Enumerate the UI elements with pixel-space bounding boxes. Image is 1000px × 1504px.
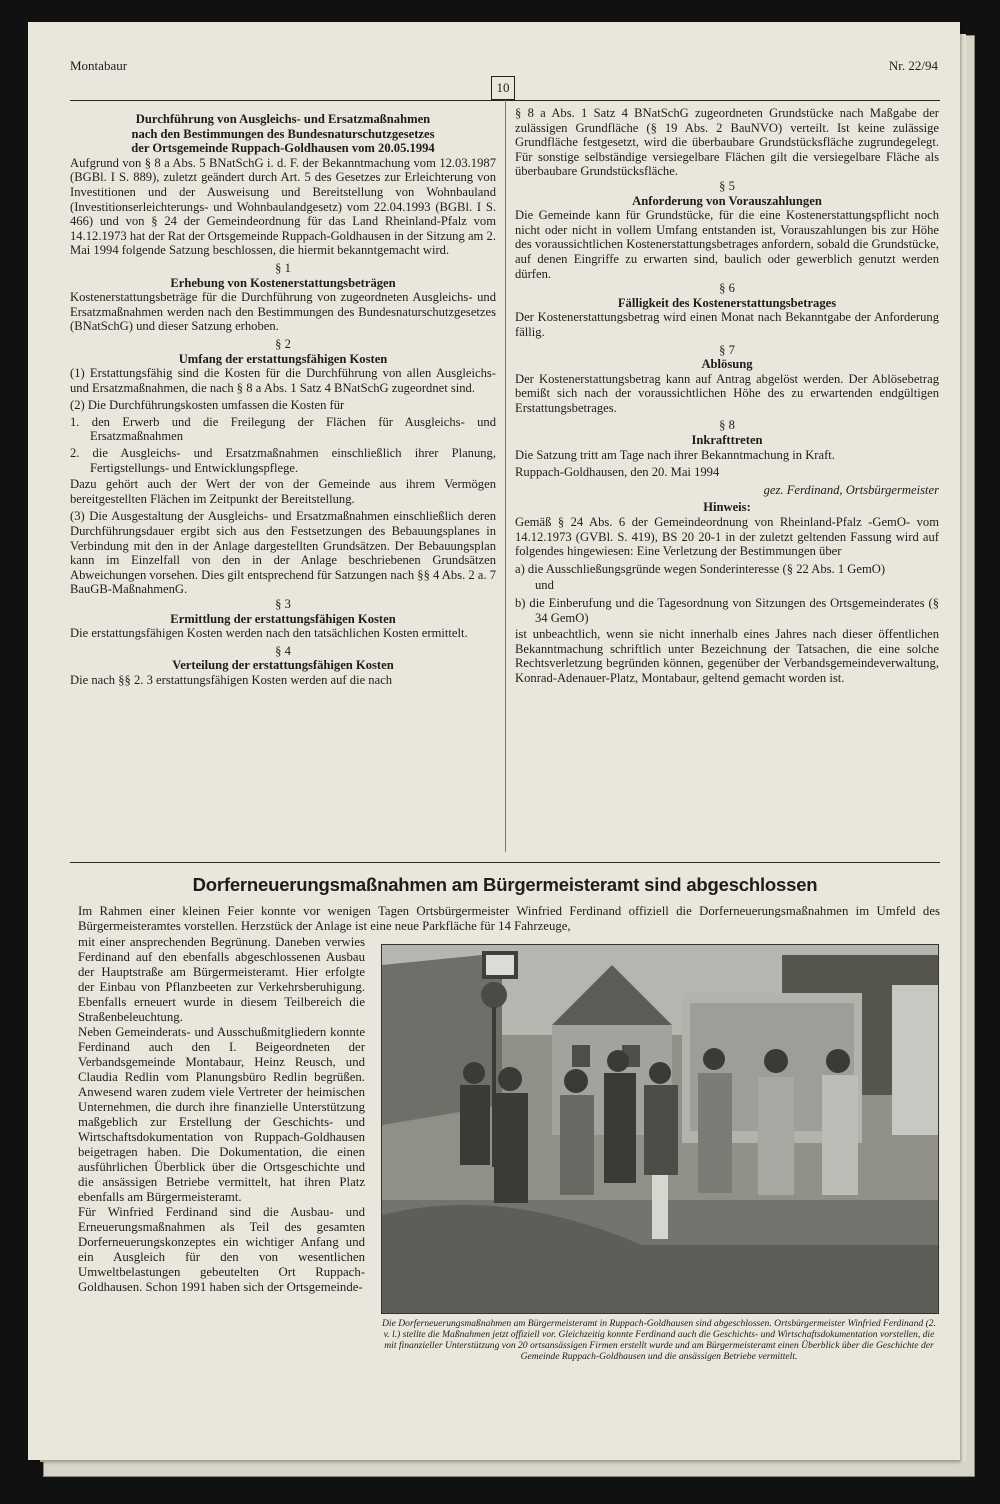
section-2-para-2: (2) Die Durchführungskosten umfassen die Kosten für — [70, 398, 345, 413]
photo-caption: Die Dorferneuerungsmaßnahmen am Bürgermeisteramt in Ruppach-Goldhausen sind abgeschlossen. Ortsbürgermeister Winfried Ferdinand (2. v. l.) stellte die Maßnahmen jetzt offiziell vor. Gleichzeitig konnte Ferdinand auch die Geschichts- und Wirtschaftsdokumentation vorstellen, die mit finanzieller Unterstützung von 20 ortsansässigen Firmen erstellt wurde und am Bürgermeisteramt einen Überblick über die Geschichte der Gemeinde Ruppach-Goldhausen und die ansässigen Betriebe vermittelt. — [382, 1318, 936, 1362]
issue-number: Nr. 22/94 — [888, 58, 938, 73]
section-1-number: § 1 — [275, 260, 291, 275]
section-8-title: Inkrafttreten — [691, 433, 763, 448]
section-3-text: Die erstattungsfähigen Kosten werden nach den tatsächlichen Kosten ermittelt. — [70, 626, 468, 641]
section-4-number: § 4 — [275, 643, 291, 658]
notice-item-a: a) die Ausschließungsgründe wegen Sonderinteresse (§ 22 Abs. 1 GemO) — [515, 561, 886, 576]
statute-title-line-3: der Ortsgemeinde Ruppach-Goldhausen vom 20.05.1994 — [131, 141, 435, 156]
article-headline: Dorferneuerungsmaßnahmen am Bürgermeisteramt sind abgeschlossen — [192, 874, 818, 895]
section-2-title: Umfang der erstattungsfähigen Kosten — [178, 351, 388, 366]
section-4-title: Verteilung der erstattungsfähigen Kosten — [172, 658, 394, 673]
page-number: 10 — [491, 76, 515, 100]
section-3-title: Ermittlung der erstattungsfähigen Kosten — [170, 611, 396, 626]
section-2-item-1: 1. den Erwerb und die Freilegung der Flächen für Ausgleichs- und Ersatzmaßnahmen — [70, 414, 496, 444]
section-1-text: Kostenerstattungsbeträge für die Durchführung von zugeordneten Ausgleichs- und Ersatzmaßnahmen werden nach den Bestimmungen des Bundesnaturschutzgesetzes (BNatSchG) und dieser Satzung erhoben. — [70, 290, 496, 334]
section-4-continuation: § 8 a Abs. 1 Satz 4 BNatSchG zugeordneten Grundstücke nach Maßgabe der zulässigen Grundfläche (§ 19 Abs. 2 BauNVO) verteilt. Ist keine zulässige Grundfläche festgesetzt, wird die überbaubare Grundstücksfläche zugrundegelegt. Für sonstige selbständige versiegelbare Flächen gilt die versiegelbare Fläche als überbaubare Grundstücksfläche. — [515, 106, 939, 179]
section-6-text: Der Kostenerstattungsbetrag wird einen Monat nach Bekanntgabe der Anforderung fällig. — [515, 310, 939, 339]
section-7-number: § 7 — [719, 342, 735, 357]
article-body — [78, 935, 365, 1295]
article-para-1: mit einer ansprechenden Begrünung. Daneben verwies Ferdinand auf den ebenfalls abgeschlossenen Ausbau der Hauptstraße am Bürgermeisteramt. Hier erfolgte der Einbau von Pflanzbeeten zur Verkehrsberuhigung. Ebenfalls erneuert wurde in diesem Teilbereich die Straßenbeleuchtung. — [78, 935, 365, 1024]
section-8-text: Die Satzung tritt am Tage nach ihrer Bekanntmachung in Kraft. — [515, 447, 835, 462]
section-4-text: Die nach §§ 2. 3 erstattungsfähigen Kosten werden auf die nach — [70, 672, 393, 687]
notice-and: und — [535, 578, 554, 593]
article-lead: Im Rahmen einer kleinen Feier konnte vor wenigen Tagen Ortsbürgermeister Winfried Ferdinand offiziell die Dorferneuerungsmaßnahmen im Umfeld des Bürgermeisteramtes vorstellen. Herzstück der Anlage ist eine neue Parkfläche für 14 Fahrzeuge, — [78, 904, 940, 933]
group-photo-illustration — [382, 945, 938, 1313]
section-2-para-4: (3) Die Ausgestaltung der Ausgleichs- und Ersatzmaßnahmen einschließlich deren Durchführungsdauer ergibt sich aus den Festsetzungen des Bebauungsplanes in Verbindung mit den in der Anlage dargestellten Grundsätzen. Der Bebauungsplan kann im Einzelfall von den in der Anlage beschriebenen Grundsätzen Abweichungen vorsehen. Dies gilt entsprechend für Satzungen nach §§ 4 Abs. 2 a. 7 BauGB-MaßnahmenG. — [70, 509, 496, 597]
article-para-2: Neben Gemeinderats- und Ausschußmitgliedern konnte Ferdinand auch den I. Beigeordneten der Verbandsgemeinde Montabaur, Heinz Reusch, und Claudia Redlin vom Planungsbüro Redlin begrüßen. Anwesend waren zudem viele Vertreter der heimischen Unternehmen, die durch ihre finanzielle Unterstützung maßgeblich zur Erstellung der Geschichts- und Wirtschaftsdokumentation von Ruppach-Goldhausen beigetragen haben. Die Dokumentation, die einen ausführlichen Überblick über die Ortsgeschichte und die ansässigen Betriebe vermittelt, hat ihren Platz ebenfalls am Bürgermeisteramt. — [78, 1025, 365, 1204]
statute-preamble: Aufgrund von § 8 a Abs. 5 BNatSchG i. d. F. der Bekanntmachung vom 12.03.1987 (BGBl. I S. 889), zuletzt geändert durch Art. 5 des Gesetzes zur Erleichterung von Investitionen und der Ausweisung und Bereitstellung von Wohnbauland (Investitionserleichterungs- und Wohnbaulandgesetz) vom 22.04.1993 (BGBl. I S. 466) und von § 24 der Gemeindeordnung für das Land Rheinland-Pfalz vom 14.12.1973 hat der Rat der Ortsgemeinde Ruppach-Goldhausen in der Sitzung am 2. Mai 1994 folgende Satzung beschlossen, die hiermit bekanntgemacht wird. — [70, 155, 496, 258]
statute-title-line-1: Durchführung von Ausgleichs- und Ersatzmaßnahmen — [135, 112, 431, 126]
section-5-text: Die Gemeinde kann für Grundstücke, für die eine Kostenerstattungspflicht noch nicht oder nicht in vollem Umfang entstanden ist, Vorauszahlungen bis zur Höhe des voraussichtlichen Kostenerstattungsbetrages anfordern, sobald die Grundstücke, auf denen Eingriffe zu erwarten sind, baulich oder gewerblich genutzt werden dürfen. — [515, 208, 939, 281]
column-divider — [505, 100, 506, 852]
section-6-title: Fälligkeit des Kostenerstattungsbetrages — [617, 295, 837, 310]
section-3-number: § 3 — [275, 597, 291, 611]
section-2-para-3: Dazu gehört auch der Wert der von der Gemeinde aus ihrem Vermögen bereitgestellten Flächen im Zeitpunkt der Bereitstellung. — [70, 477, 496, 506]
statute-title-line-2: nach den Bestimmungen des Bundesnaturschutzgesetzes — [131, 126, 435, 141]
section-1-title: Erhebung von Kostenerstattungsbeträgen — [170, 275, 396, 290]
notice-title: Hinweis: — [703, 500, 751, 515]
header-location: Montabaur — [70, 58, 128, 73]
section-2-number: § 2 — [275, 336, 291, 351]
notice-item-b: b) die Einberufung und die Tagesordnung von Sitzungen des Ortsgemeinderates (§ 34 GemO) — [515, 596, 939, 625]
article-separator — [70, 862, 940, 863]
section-7-title: Ablösung — [701, 357, 753, 372]
section-2-para-1: (1) Erstattungsfähig sind die Kosten für die Durchführung von allen Ausgleichs- und Ersatzmaßnahmen, die nach § 8 a Abs. 1 Satz 4 BNatSchG zugeordnet sind. — [70, 366, 496, 395]
statute-left-column — [70, 112, 496, 688]
section-5-number: § 5 — [719, 178, 735, 193]
section-2-item-2: 2. die Ausgleichs- und Ersatzmaßnahmen einschließlich ihrer Planung, Fertigstellungs- und Entwicklungspflege. — [70, 446, 496, 475]
group-photo — [381, 944, 939, 1314]
place-and-date: Ruppach-Goldhausen, den 20. Mai 1994 — [515, 465, 720, 480]
signature: gez. Ferdinand, Ortsbürgermeister — [763, 482, 939, 497]
article-para-3: Für Winfried Ferdinand sind die Ausbau- und Erneuerungsmaßnahmen als Teil des gesamten Dorferneuerungskonzeptes ein wichtiger Anfang und ein Ausgleich für den von wesentlichen Umweltbelastungen gebeutelten Ort Ruppach-Goldhausen. Schon 1991 haben sich der Ortsgemeinde- — [78, 1205, 365, 1294]
notice-text: Gemäß § 24 Abs. 6 der Gemeindeordnung von Rheinland-Pfalz -GemO- vom 14.12.1973 (GVBl. S. 419), BS 20 20-1 in der zuletzt geltenden Fassung wird auf folgendes hingewiesen: Eine Verletzung der Bestimmungen über — [515, 515, 939, 559]
section-7-text: Der Kostenerstattungsbetrag kann auf Antrag abgelöst werden. Der Ablösebetrag bemißt sich nach der voraussichtlichen Höhe des zu erwartenden endgültigen Erstattungsbetrages. — [515, 371, 939, 415]
section-8-number: § 8 — [719, 418, 735, 433]
section-5-title: Anforderung von Vorauszahlungen — [632, 193, 822, 208]
statute-right-column — [515, 106, 939, 686]
notice-closing: ist unbeachtlich, wenn sie nicht innerhalb eines Jahres nach dieser öffentlichen Bekanntmachung schriftlich unter Bezeichnung der Tatsachen, die eine solche Rechtsverletzung begründen können, gegenüber der Verbandsgemeindeverwaltung, Konrad-Adenauer-Platz, Montabaur, geltend gemacht worden ist. — [515, 627, 939, 685]
section-6-number: § 6 — [719, 281, 735, 296]
